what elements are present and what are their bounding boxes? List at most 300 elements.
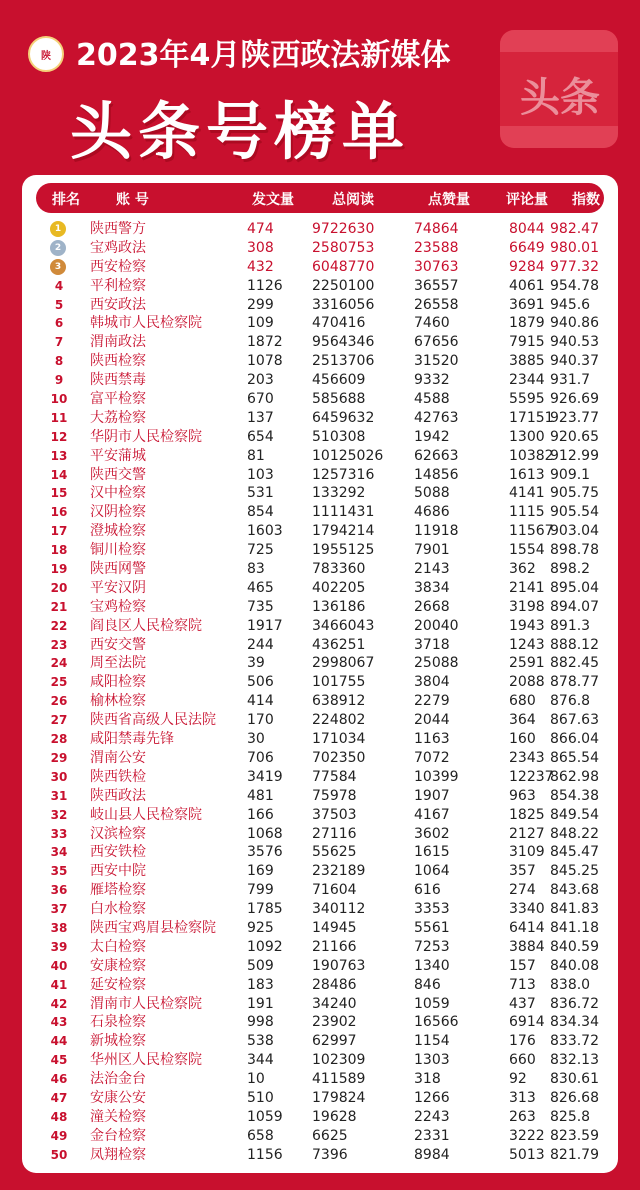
posts-cell: 799 [247, 882, 274, 899]
posts-cell: 538 [247, 1033, 274, 1050]
likes-cell: 7901 [414, 542, 450, 559]
posts-cell: 706 [247, 749, 274, 766]
rank-cell: 19 [50, 562, 68, 577]
badge-text: 头条 [520, 75, 600, 121]
table-row [22, 447, 618, 466]
reads-cell: 1257316 [312, 466, 375, 483]
index-cell: 905.75 [550, 485, 599, 502]
reads-cell: 171034 [312, 731, 366, 748]
index-cell: 865.54 [550, 749, 599, 766]
comments-cell: 1613 [509, 466, 545, 483]
posts-cell: 137 [247, 409, 274, 426]
index-cell: 834.34 [550, 1014, 599, 1031]
reads-cell: 411589 [312, 1071, 366, 1088]
likes-cell: 5561 [414, 919, 450, 936]
reads-cell: 1794214 [312, 523, 375, 540]
table-row [22, 654, 618, 673]
toutiao-badge [500, 30, 618, 148]
reads-cell: 232189 [312, 863, 366, 880]
col-reads-header: 总阅读 [332, 192, 374, 208]
badge-bottom-bar [500, 126, 618, 148]
reads-cell: 101755 [312, 674, 366, 691]
comments-cell: 1115 [509, 504, 545, 521]
rank-cell: 48 [50, 1109, 68, 1124]
posts-cell: 83 [247, 561, 265, 578]
likes-cell: 2331 [414, 1127, 450, 1144]
table-row [22, 352, 618, 371]
posts-cell: 1078 [247, 353, 283, 370]
table-row [22, 560, 618, 579]
index-cell: 845.47 [550, 844, 599, 861]
comments-cell: 1243 [509, 636, 545, 653]
posts-cell: 1068 [247, 825, 283, 842]
index-cell: 940.37 [550, 353, 599, 370]
posts-cell: 1059 [247, 1108, 283, 1125]
posts-cell: 299 [247, 296, 274, 313]
table-row [22, 541, 618, 560]
comments-cell: 2344 [509, 372, 545, 389]
account-cell: 新城检察 [90, 1033, 146, 1050]
account-cell: 华阴市人民检察院 [90, 428, 202, 445]
reads-cell: 2580753 [312, 239, 375, 256]
posts-cell: 432 [247, 258, 274, 275]
comments-cell: 2141 [509, 579, 545, 596]
rank-cell: 40 [50, 958, 68, 973]
posts-cell: 735 [247, 598, 274, 615]
likes-cell: 2044 [414, 712, 450, 729]
likes-cell: 26558 [414, 296, 459, 313]
rank-cell: 20 [50, 580, 68, 595]
account-cell: 陕西省高级人民法院 [90, 712, 216, 729]
account-cell: 宝鸡检察 [90, 598, 146, 615]
posts-cell: 925 [247, 919, 274, 936]
posts-cell: 103 [247, 466, 274, 483]
reads-cell: 9722630 [312, 221, 375, 237]
likes-cell: 8984 [414, 1146, 450, 1163]
comments-cell: 3340 [509, 901, 545, 918]
comments-cell: 362 [509, 561, 536, 578]
comments-cell: 680 [509, 693, 536, 710]
table-row [22, 371, 618, 390]
table-row [22, 730, 618, 749]
likes-cell: 4686 [414, 504, 450, 521]
rank-cell: 21 [50, 599, 68, 614]
account-cell: 周至法院 [90, 655, 146, 672]
table-row [22, 390, 618, 409]
comments-cell: 274 [509, 882, 536, 899]
table-row [22, 258, 618, 277]
comments-cell: 713 [509, 976, 536, 993]
table-row [22, 466, 618, 485]
reads-cell: 62997 [312, 1033, 357, 1050]
reads-cell: 224802 [312, 712, 366, 729]
likes-cell: 10399 [414, 768, 459, 785]
index-cell: 841.18 [550, 919, 599, 936]
index-cell: 854.38 [550, 787, 599, 804]
reads-cell: 2998067 [312, 655, 375, 672]
reads-cell: 9564346 [312, 334, 375, 351]
table-row [22, 938, 618, 957]
posts-cell: 109 [247, 315, 274, 332]
account-cell: 平安汉阴 [90, 579, 146, 596]
index-cell: 895.04 [550, 579, 599, 596]
table-row [22, 333, 618, 352]
likes-cell: 1340 [414, 957, 450, 974]
table-row [22, 617, 618, 636]
comments-cell: 9284 [509, 258, 545, 275]
posts-cell: 191 [247, 995, 274, 1012]
index-cell: 840.59 [550, 938, 599, 955]
index-cell: 823.59 [550, 1127, 599, 1144]
badge-top-bar [500, 30, 618, 52]
account-cell: 韩城市人民检察院 [90, 315, 202, 332]
reads-cell: 21166 [312, 938, 357, 955]
rank-cell: 35 [50, 864, 68, 879]
posts-cell: 308 [247, 239, 274, 256]
comments-cell: 3222 [509, 1127, 545, 1144]
col-account-header: 账 号 [116, 192, 149, 208]
emblem-logo [28, 36, 64, 72]
index-cell: 841.83 [550, 901, 599, 918]
table-row [22, 711, 618, 730]
table-row [22, 919, 618, 938]
posts-cell: 654 [247, 428, 274, 445]
likes-cell: 7460 [414, 315, 450, 332]
table-row [22, 1146, 618, 1165]
likes-cell: 846 [414, 976, 441, 993]
account-cell: 白水检察 [90, 901, 146, 918]
index-cell: 945.6 [550, 296, 591, 313]
posts-cell: 531 [247, 485, 274, 502]
account-cell: 陕西铁检 [90, 768, 146, 785]
index-cell: 912.99 [550, 447, 599, 464]
comments-cell: 1300 [509, 428, 545, 445]
reads-cell: 34240 [312, 995, 357, 1012]
likes-cell: 1266 [414, 1089, 450, 1106]
account-cell: 富平检察 [90, 391, 146, 408]
comments-cell: 1554 [509, 542, 545, 559]
rank-cell: 41 [50, 977, 68, 992]
likes-cell: 7253 [414, 938, 450, 955]
index-cell: 923.77 [550, 409, 599, 426]
rank-cell: 31 [50, 788, 68, 803]
index-cell: 833.72 [550, 1033, 599, 1050]
rank-cell: 13 [50, 448, 68, 463]
posts-cell: 244 [247, 636, 274, 653]
index-cell: 982.47 [550, 221, 599, 237]
likes-cell: 5088 [414, 485, 450, 502]
rank-cell: 12 [50, 429, 68, 444]
index-cell: 903.04 [550, 523, 599, 540]
index-cell: 840.08 [550, 957, 599, 974]
account-cell: 陕西检察 [90, 353, 146, 370]
account-cell: 陕西宝鸡眉县检察院 [90, 919, 216, 936]
account-cell: 大荔检察 [90, 409, 146, 426]
index-cell: 894.07 [550, 598, 599, 615]
col-rank-header: 排名 [52, 192, 80, 208]
gold-medal-icon: 1 [50, 221, 66, 237]
posts-cell: 670 [247, 391, 274, 408]
rank-cell: 39 [50, 939, 68, 954]
bronze-medal-icon: 3 [50, 259, 66, 275]
table-row [22, 277, 618, 296]
account-cell: 平利检察 [90, 277, 146, 294]
comments-cell: 3884 [509, 938, 545, 955]
rank-cell: 44 [50, 1034, 68, 1049]
account-cell: 华州区人民检察院 [90, 1052, 202, 1069]
account-cell: 咸阳检察 [90, 674, 146, 691]
likes-cell: 1154 [414, 1033, 450, 1050]
reads-cell: 456609 [312, 372, 366, 389]
comments-cell: 160 [509, 731, 536, 748]
reads-cell: 470416 [312, 315, 366, 332]
reads-cell: 6459632 [312, 409, 375, 426]
index-cell: 867.63 [550, 712, 599, 729]
posts-cell: 1603 [247, 523, 283, 540]
silver-medal-icon: 2 [50, 240, 66, 256]
comments-cell: 2591 [509, 655, 545, 672]
account-cell: 西安铁检 [90, 844, 146, 861]
index-cell: 891.3 [550, 617, 591, 634]
posts-cell: 510 [247, 1089, 274, 1106]
reads-cell: 10125026 [312, 447, 384, 464]
account-cell: 宝鸡政法 [90, 239, 146, 256]
likes-cell: 1163 [414, 731, 450, 748]
comments-cell: 3691 [509, 296, 545, 313]
comments-cell: 263 [509, 1108, 536, 1125]
posts-cell: 10 [247, 1071, 265, 1088]
page-title: 头条号榜单 [70, 95, 411, 168]
account-cell: 渭南公安 [90, 749, 146, 766]
likes-cell: 31520 [414, 353, 459, 370]
table-row [22, 239, 618, 258]
likes-cell: 318 [414, 1071, 441, 1088]
index-cell: 832.13 [550, 1052, 599, 1069]
comments-cell: 3885 [509, 353, 545, 370]
posts-cell: 1872 [247, 334, 283, 351]
likes-cell: 23588 [414, 239, 459, 256]
posts-cell: 509 [247, 957, 274, 974]
comments-cell: 437 [509, 995, 536, 1012]
likes-cell: 74864 [414, 221, 459, 237]
reads-cell: 585688 [312, 391, 366, 408]
likes-cell: 3353 [414, 901, 450, 918]
account-cell: 西安交警 [90, 636, 146, 653]
index-cell: 905.54 [550, 504, 599, 521]
index-cell: 866.04 [550, 731, 599, 748]
reads-cell: 19628 [312, 1108, 357, 1125]
reads-cell: 55625 [312, 844, 357, 861]
account-cell: 渭南市人民检察院 [90, 995, 202, 1012]
page-header [0, 0, 640, 175]
posts-cell: 3576 [247, 844, 283, 861]
rank-cell: 25 [50, 675, 68, 690]
comments-cell: 176 [509, 1033, 536, 1050]
rank-cell: 8 [54, 354, 64, 369]
table-row [22, 825, 618, 844]
likes-cell: 1942 [414, 428, 450, 445]
likes-cell: 36557 [414, 277, 459, 294]
table-row [22, 484, 618, 503]
reads-cell: 7396 [312, 1146, 348, 1163]
table-row [22, 692, 618, 711]
account-cell: 法治金台 [90, 1071, 146, 1088]
likes-cell: 67656 [414, 334, 459, 351]
account-cell: 太白检察 [90, 938, 146, 955]
table-row [22, 296, 618, 315]
posts-cell: 1156 [247, 1146, 283, 1163]
account-cell: 金台检察 [90, 1127, 146, 1144]
reads-cell: 71604 [312, 882, 357, 899]
table-row [22, 749, 618, 768]
comments-cell: 7915 [509, 334, 545, 351]
rank-cell: 4 [54, 278, 64, 293]
index-cell: 954.78 [550, 277, 599, 294]
table-row [22, 1127, 618, 1146]
posts-cell: 506 [247, 674, 274, 691]
col-comments-header: 评论量 [506, 192, 548, 208]
comments-cell: 4141 [509, 485, 545, 502]
table-row [22, 976, 618, 995]
comments-cell: 92 [509, 1071, 527, 1088]
account-cell: 铜川检察 [90, 542, 146, 559]
index-cell: 980.01 [550, 239, 599, 256]
posts-cell: 1785 [247, 901, 283, 918]
reads-cell: 436251 [312, 636, 366, 653]
posts-cell: 30 [247, 731, 265, 748]
posts-cell: 658 [247, 1127, 274, 1144]
index-cell: 878.77 [550, 674, 599, 691]
index-cell: 821.79 [550, 1146, 599, 1163]
table-row [22, 862, 618, 881]
index-cell: 830.61 [550, 1071, 599, 1088]
posts-cell: 725 [247, 542, 274, 559]
index-cell: 888.12 [550, 636, 599, 653]
account-cell: 澄城检察 [90, 523, 146, 540]
comments-cell: 157 [509, 957, 536, 974]
rank-cell: 23 [50, 637, 68, 652]
account-cell: 陕西交警 [90, 466, 146, 483]
account-cell: 西安检察 [90, 258, 146, 275]
rank-cell: 6 [54, 316, 64, 331]
account-cell: 平安蒲城 [90, 447, 146, 464]
comments-cell: 5013 [509, 1146, 545, 1163]
account-cell: 安康公安 [90, 1089, 146, 1106]
account-cell: 岐山县人民检察院 [90, 806, 202, 823]
reads-cell: 37503 [312, 806, 357, 823]
likes-cell: 4588 [414, 391, 450, 408]
rank-cell: 17 [50, 524, 68, 539]
index-cell: 931.7 [550, 372, 591, 389]
reads-cell: 133292 [312, 485, 366, 502]
index-cell: 838.0 [550, 976, 591, 993]
reads-cell: 783360 [312, 561, 366, 578]
account-cell: 榆林检察 [90, 693, 146, 710]
reads-cell: 2250100 [312, 277, 375, 294]
posts-cell: 854 [247, 504, 274, 521]
rank-cell: 18 [50, 543, 68, 558]
reads-cell: 102309 [312, 1052, 366, 1069]
likes-cell: 11918 [414, 523, 459, 540]
posts-cell: 465 [247, 579, 274, 596]
reads-cell: 136186 [312, 598, 366, 615]
posts-cell: 1126 [247, 277, 283, 294]
comments-cell: 5595 [509, 391, 545, 408]
rank-cell: 5 [54, 297, 64, 312]
likes-cell: 3834 [414, 579, 450, 596]
comments-cell: 17151 [509, 409, 554, 426]
rank-cell: 15 [50, 486, 68, 501]
reads-cell: 77584 [312, 768, 357, 785]
reads-cell: 3316056 [312, 296, 375, 313]
reads-cell: 702350 [312, 749, 366, 766]
likes-cell: 3804 [414, 674, 450, 691]
comments-cell: 364 [509, 712, 536, 729]
posts-cell: 1917 [247, 617, 283, 634]
reads-cell: 510308 [312, 428, 366, 445]
emblem-text: 陕 [41, 50, 51, 62]
posts-cell: 414 [247, 693, 274, 710]
likes-cell: 9332 [414, 372, 450, 389]
table-row [22, 957, 618, 976]
rank-cell: 33 [50, 826, 68, 841]
rank-cell: 47 [50, 1090, 68, 1105]
likes-cell: 616 [414, 882, 441, 899]
likes-cell: 16566 [414, 1014, 459, 1031]
account-cell: 陕西警方 [90, 221, 146, 237]
table-row [22, 1089, 618, 1108]
comments-cell: 1879 [509, 315, 545, 332]
reads-cell: 1955125 [312, 542, 375, 559]
reads-cell: 23902 [312, 1014, 357, 1031]
table-row [22, 806, 618, 825]
rank-cell: 45 [50, 1053, 68, 1068]
reads-cell: 402205 [312, 579, 366, 596]
likes-cell: 3718 [414, 636, 450, 653]
col-index-header: 指数 [572, 192, 600, 208]
comments-cell: 1825 [509, 806, 545, 823]
table-body [22, 220, 618, 1165]
reads-cell: 179824 [312, 1089, 366, 1106]
rank-cell: 16 [50, 505, 68, 520]
table-row [22, 900, 618, 919]
posts-cell: 166 [247, 806, 274, 823]
likes-cell: 2668 [414, 598, 450, 615]
likes-cell: 14856 [414, 466, 459, 483]
comments-cell: 3109 [509, 844, 545, 861]
likes-cell: 30763 [414, 258, 459, 275]
reads-cell: 27116 [312, 825, 357, 842]
index-cell: 849.54 [550, 806, 599, 823]
account-cell: 陕西禁毒 [90, 372, 146, 389]
likes-cell: 2279 [414, 693, 450, 710]
rank-cell: 32 [50, 807, 68, 822]
comments-cell: 4061 [509, 277, 545, 294]
table-row [22, 673, 618, 692]
likes-cell: 4167 [414, 806, 450, 823]
table-row [22, 636, 618, 655]
rank-cell: 27 [50, 713, 68, 728]
reads-cell: 6048770 [312, 258, 375, 275]
account-cell: 凤翔检察 [90, 1146, 146, 1163]
index-cell: 909.1 [550, 466, 591, 483]
col-posts-header: 发文量 [252, 192, 294, 208]
posts-cell: 1092 [247, 938, 283, 955]
reads-cell: 6625 [312, 1127, 348, 1144]
table-row [22, 1051, 618, 1070]
rank-cell: 36 [50, 883, 68, 898]
reads-cell: 28486 [312, 976, 357, 993]
